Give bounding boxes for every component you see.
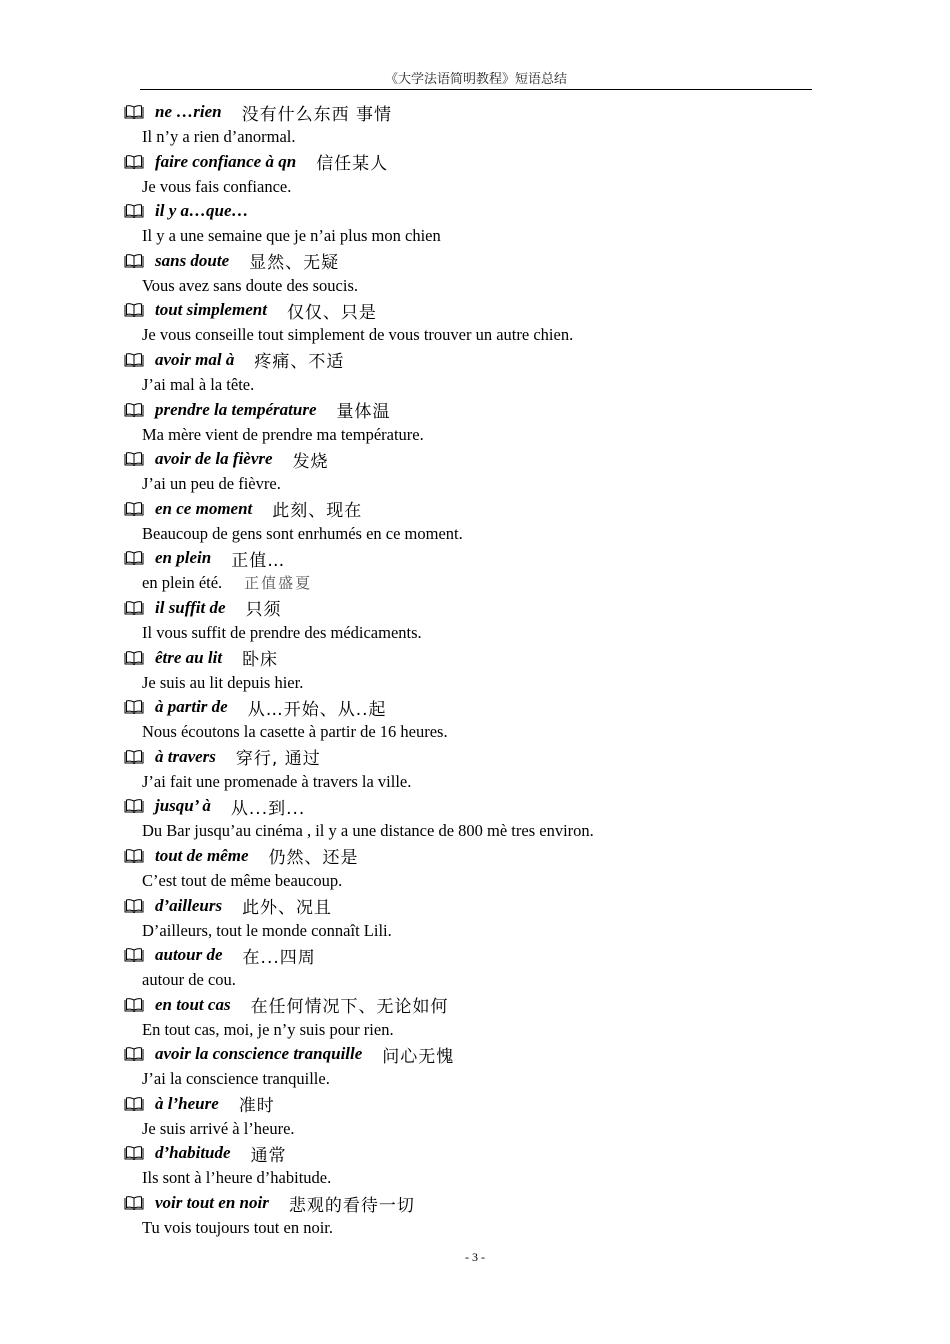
phrase-line (124, 843, 358, 869)
example-line (142, 1018, 416, 1042)
phrase-meaning: 穿行, 通过 (235, 749, 321, 770)
phrase-entry (124, 942, 844, 992)
example-line (142, 224, 463, 248)
phrase-entry (124, 545, 844, 595)
phrase-line (124, 645, 278, 671)
phrase-line (124, 347, 344, 373)
book-icon (124, 550, 144, 566)
phrase-term: tout de même (155, 845, 249, 865)
phrase-term: à travers (155, 746, 216, 766)
book-icon (124, 1046, 144, 1062)
phrase-meaning: 正值… (231, 550, 286, 571)
phrase-line (124, 744, 321, 770)
phrase-line (124, 694, 387, 720)
example-line (142, 819, 616, 843)
phrase-term: en tout cas (155, 994, 231, 1014)
phrase-entry (124, 595, 844, 645)
example-sentence: Je vous fais confiance. (142, 176, 292, 196)
header-rule (140, 89, 812, 90)
phrase-line (124, 1091, 275, 1117)
phrase-entry (124, 297, 844, 347)
phrase-entry (124, 645, 844, 695)
phrase-line (124, 248, 339, 274)
phrase-entry (124, 1190, 844, 1240)
phrase-meaning: 信任某人 (316, 154, 389, 175)
example-line (142, 522, 485, 546)
phrase-list (124, 99, 844, 1240)
phrase-term: être au lit (155, 647, 223, 667)
phrase-term: avoir de la fièvre (155, 449, 273, 469)
phrase-entry (124, 1041, 844, 1091)
example-translation: 正值盛夏 (244, 574, 313, 593)
phrase-meaning: 量体温 (336, 402, 391, 423)
phrase-meaning: 仅仅、只是 (286, 302, 377, 323)
phrase-term: en plein (155, 548, 212, 568)
phrase-line (124, 545, 285, 571)
example-line (142, 571, 312, 595)
example-line (142, 1067, 352, 1091)
book-icon (124, 848, 144, 864)
example-line (142, 671, 325, 695)
phrase-term: d’habitude (155, 1143, 231, 1163)
phrase-entry (124, 446, 844, 496)
phrase-meaning: 悲观的看待一切 (288, 1195, 415, 1216)
phrase-line (124, 942, 316, 968)
example-line (142, 175, 313, 199)
phrase-entry (124, 793, 844, 843)
phrase-line (124, 595, 282, 621)
example-line (142, 1117, 317, 1141)
phrase-meaning: 卧床 (242, 650, 279, 671)
phrase-line (124, 793, 305, 819)
example-line (142, 869, 364, 893)
book-icon (124, 650, 144, 666)
phrase-entry (124, 248, 844, 298)
book-icon (124, 352, 144, 368)
example-line (142, 373, 276, 397)
example-sentence: Beaucoup de gens sont enrhumés en ce moment. (142, 523, 463, 543)
phrase-entry (124, 397, 844, 447)
example-sentence: Il vous suffit de prendre des médicaments. (142, 622, 422, 642)
phrase-entry (124, 744, 844, 794)
example-line (142, 720, 470, 744)
example-sentence: J’ai un peu de fièvre. (142, 474, 281, 494)
example-line (142, 323, 595, 347)
book-icon (124, 600, 144, 616)
phrase-entry (124, 843, 844, 893)
example-sentence: Je vous conseille tout simplement de vous trouver un autre chien. (142, 325, 574, 345)
phrase-meaning: 准时 (238, 1096, 275, 1117)
phrase-entry (124, 1091, 844, 1141)
phrase-entry (124, 992, 844, 1042)
book-icon (124, 154, 144, 170)
example-line (142, 621, 444, 645)
phrase-entry (124, 198, 844, 248)
example-sentence: Il y a une semaine que je n’ai plus mon chien (142, 226, 441, 246)
book-icon (124, 798, 144, 814)
phrase-term: à partir de (155, 697, 228, 717)
book-icon (124, 898, 144, 914)
book-icon (124, 402, 144, 418)
example-sentence: J’ai la conscience tranquille. (142, 1069, 330, 1089)
example-line (142, 1216, 355, 1240)
phrase-term: il y a…que… (155, 201, 249, 221)
phrase-line (124, 1190, 415, 1216)
example-sentence: Du Bar jusqu’au cinéma , il y a une distance de 800 mè tres environ. (142, 821, 594, 841)
example-sentence: Je suis au lit depuis hier. (142, 672, 304, 692)
phrase-meaning: 通常 (250, 1145, 287, 1166)
phrase-meaning: 没有什么东西 事情 (241, 104, 392, 125)
phrase-meaning: 仍然、还是 (268, 848, 359, 869)
example-line (142, 423, 446, 447)
book-icon (124, 501, 144, 517)
phrase-term: jusqu’ à (155, 796, 211, 816)
phrase-meaning: 此刻、现在 (272, 501, 363, 522)
phrase-entry (124, 1140, 844, 1190)
example-sentence: J’ai fait une promenade à travers la ville. (142, 771, 412, 791)
phrase-line (124, 99, 392, 125)
phrase-meaning: 从…开始、从..起 (247, 699, 387, 720)
example-line (142, 919, 414, 943)
phrase-term: à l’heure (155, 1093, 219, 1113)
phrase-entry (124, 149, 844, 199)
book-icon (124, 451, 144, 467)
book-icon (124, 947, 144, 963)
phrase-term: avoir mal à (155, 349, 235, 369)
phrase-meaning: 问心无愧 (382, 1046, 455, 1067)
phrase-term: sans doute (155, 250, 230, 270)
example-sentence: Vous avez sans doute des soucis. (142, 275, 358, 295)
phrase-term: faire confiance à qn (155, 151, 297, 171)
phrase-line (124, 1140, 287, 1166)
phrase-term: d’ailleurs (155, 895, 223, 915)
phrase-line (124, 297, 377, 323)
phrase-entry (124, 347, 844, 397)
book-icon (124, 997, 144, 1013)
phrase-meaning: 只须 (245, 600, 282, 621)
phrase-line (124, 1041, 454, 1067)
phrase-line (124, 496, 362, 522)
phrase-entry (124, 893, 844, 943)
phrase-line (124, 446, 329, 472)
example-line (142, 472, 303, 496)
example-line (142, 1166, 353, 1190)
phrase-term: tout simplement (155, 300, 267, 320)
example-sentence: J’ai mal à la tête. (142, 374, 255, 394)
phrase-meaning: 在...四周 (242, 947, 316, 968)
book-icon (124, 1195, 144, 1211)
phrase-term: autour de (155, 945, 223, 965)
example-sentence: Ils sont à l’heure d’habitude. (142, 1168, 332, 1188)
phrase-meaning: 显然、无疑 (249, 253, 340, 274)
phrase-entry (124, 99, 844, 149)
example-sentence: autour de cou. (142, 970, 236, 990)
book-icon (124, 253, 144, 269)
phrase-meaning: 发烧 (292, 451, 329, 472)
phrase-term: avoir la conscience tranquille (155, 1044, 363, 1064)
phrase-line (124, 893, 332, 919)
example-line (142, 274, 380, 298)
example-sentence: Ma mère vient de prendre ma température. (142, 424, 424, 444)
phrase-line (124, 397, 391, 423)
book-icon (124, 302, 144, 318)
phrase-meaning: 在任何情况下、无论如何 (250, 997, 449, 1018)
book-icon (124, 1145, 144, 1161)
phrase-meaning: 此外、况且 (242, 898, 333, 918)
book-icon (124, 1096, 144, 1112)
example-sentence: Je suis arrivé à l’heure. (142, 1118, 295, 1138)
phrase-term: il suffit de (155, 597, 226, 617)
phrase-meaning: 从...到... (230, 798, 306, 819)
phrase-line (124, 992, 449, 1018)
phrase-entry (124, 694, 844, 744)
example-line (142, 968, 258, 992)
page-header-title: 《大学法语简明教程》短语总结 (384, 72, 567, 87)
example-sentence: Tu vois toujours tout en noir. (142, 1218, 333, 1238)
phrase-term: en ce moment (155, 498, 253, 518)
page-number: - 3 - (465, 1250, 485, 1264)
phrase-line (124, 149, 388, 175)
example-sentence: C’est tout de même beaucoup. (142, 870, 343, 890)
book-icon (124, 749, 144, 765)
phrase-term: prendre la température (155, 399, 317, 419)
book-icon (124, 104, 144, 120)
example-sentence: En tout cas, moi, je n’y suis pour rien. (142, 1019, 394, 1039)
example-line (142, 125, 317, 149)
example-sentence: Nous écoutons la casette à partir de 16 heures. (142, 722, 448, 742)
phrase-term: ne …rien (155, 102, 222, 121)
phrase-entry (124, 496, 844, 546)
example-sentence: D’ailleurs, tout le monde connaît Lili. (142, 920, 392, 940)
example-sentence: en plein été. (142, 573, 223, 593)
book-icon (124, 203, 144, 219)
phrase-term: voir tout en noir (155, 1193, 269, 1213)
phrase-meaning: 疼痛、不适 (254, 352, 345, 373)
phrase-line (124, 198, 269, 224)
book-icon (124, 699, 144, 715)
example-sentence: Il n’y a rien d’anormal. (142, 127, 296, 146)
example-line (142, 770, 433, 794)
